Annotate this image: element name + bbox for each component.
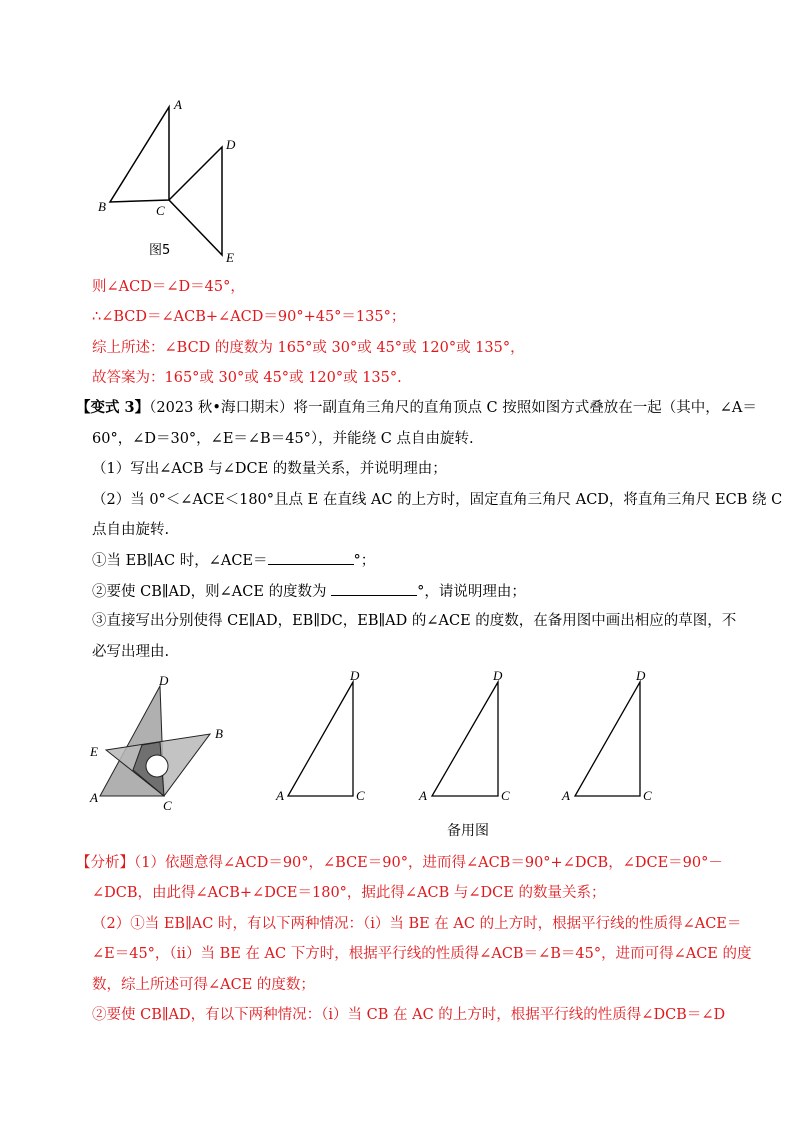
analysis-line-4: ∠E＝45°，（ⅱ）当 BE 在 AC 下方时，根据平行线的性质得∠ACB＝∠B＝45°，进而可得∠ACE 的度	[92, 946, 752, 962]
spare1-label-a: A	[276, 788, 284, 803]
spare-triangle-1-drawing	[272, 668, 372, 808]
spare-figure-caption: 备用图	[447, 823, 489, 839]
spare1-label-c: C	[356, 788, 365, 803]
spare2-label-a: A	[419, 788, 427, 803]
sub-question-1	[92, 550, 375, 571]
answer-blank-2[interactable]	[331, 581, 417, 596]
answer-line-2: ∴∠BCD＝∠ACB+∠ACD＝90°+45°＝135°；	[92, 309, 406, 325]
sub-question-3-cont: 必写出理由.	[92, 644, 170, 660]
analysis-line-3: （2）①当 EB∥AC 时，有以下两种情况：（ⅰ）当 BE 在 AC 的上方时，根据平行线的性质得∠ACE＝	[92, 916, 742, 932]
main-label-c: C	[163, 798, 172, 813]
spare-triangle-1	[272, 668, 372, 808]
spare-triangle-2-drawing	[415, 668, 515, 808]
sub-question-2	[92, 581, 526, 602]
answer-line-1: 则∠ACD＝∠D＝45°，	[92, 279, 245, 295]
spare1-label-d: D	[350, 668, 360, 683]
fig5-label-c: C	[156, 203, 165, 218]
fig5-caption: 图5	[149, 243, 171, 258]
main-label-a: A	[90, 790, 98, 805]
spare-triangle-2	[415, 668, 515, 808]
main-figure-drawing	[88, 672, 238, 817]
fig5-label-a: A	[174, 97, 182, 112]
answer-line-4: 故答案为：165°或 30°或 45°或 120°或 135°.	[92, 370, 402, 386]
question-2-cont: 点自由旋转.	[92, 522, 170, 538]
problem-line-1	[76, 398, 757, 418]
analysis-line-2: ∠DCB，由此得∠ACB+∠DCE＝180°，据此得∠ACB 与∠DCE 的数量关系；	[92, 885, 606, 901]
analysis-line-6: ②要使 CB∥AD，有以下两种情况：（ⅰ）当 CB 在 AC 的上方时，根据平行线的性质得∠DCB＝∠D	[92, 1007, 726, 1023]
spare2-label-c: C	[501, 788, 510, 803]
question-2: （2）当 0°＜∠ACE＜180°且点 E 在直线 AC 的上方时，固定直角三角尺 ACD，将直角三角尺 ECB 绕 C	[92, 492, 783, 508]
sub-question-1-unit: °；	[353, 553, 376, 569]
main-label-e: E	[90, 744, 98, 759]
figure-5	[92, 95, 252, 270]
spare3-label-a: A	[562, 788, 570, 803]
problem-tag: 【变式 3】	[76, 399, 150, 416]
spare2-label-d: D	[493, 668, 503, 683]
figure-5-drawing	[92, 95, 252, 270]
answer-blank-1[interactable]	[268, 550, 354, 565]
spare-triangle-3	[558, 668, 658, 808]
spare-triangle-3-drawing	[558, 668, 658, 808]
sub-question-3: ③直接写出分别使得 CE∥AD，EB∥DC，EB∥AD 的∠ACE 的度数，在备用图中画出相应的草图，不	[92, 613, 737, 629]
main-label-b: B	[215, 726, 223, 741]
analysis-line-5: 数，综上所述可得∠ACE 的度数；	[92, 977, 315, 993]
fig5-label-e: E	[226, 250, 234, 265]
main-figure	[88, 672, 238, 817]
question-1: （1）写出∠ACB 与∠DCE 的数量关系，并说明理由；	[92, 461, 447, 477]
spare3-label-d: D	[636, 668, 646, 683]
sub-question-1-text: ①当 EB∥AC 时，∠ACE＝	[92, 553, 268, 569]
main-label-d: D	[159, 673, 169, 688]
problem-intro: （2023 秋•海口期末）将一副直角三角尺的直角顶点 C 按照如图方式叠放在一起（其中，∠A＝	[149, 400, 757, 416]
fig5-label-b: B	[98, 199, 106, 214]
sub-question-2-text: ②要使 CB∥AD，则∠ACE 的度数为	[92, 584, 332, 600]
answer-line-3: 综上所述：∠BCD 的度数为 165°或 30°或 45°或 120°或 135°，	[92, 340, 525, 356]
sub-question-2-tail: °，请说明理由；	[417, 584, 526, 600]
analysis-line-1: 【分析】（1）依题意得∠ACD＝90°，∠BCE＝90°，进而得∠ACB＝90°+∠DCB，∠DCE＝90°－	[76, 855, 723, 871]
fig5-label-d: D	[226, 137, 236, 152]
problem-line-2: 60°，∠D＝30°，∠E＝∠B＝45°），并能绕 C 点自由旋转.	[92, 431, 474, 447]
spare3-label-c: C	[643, 788, 652, 803]
